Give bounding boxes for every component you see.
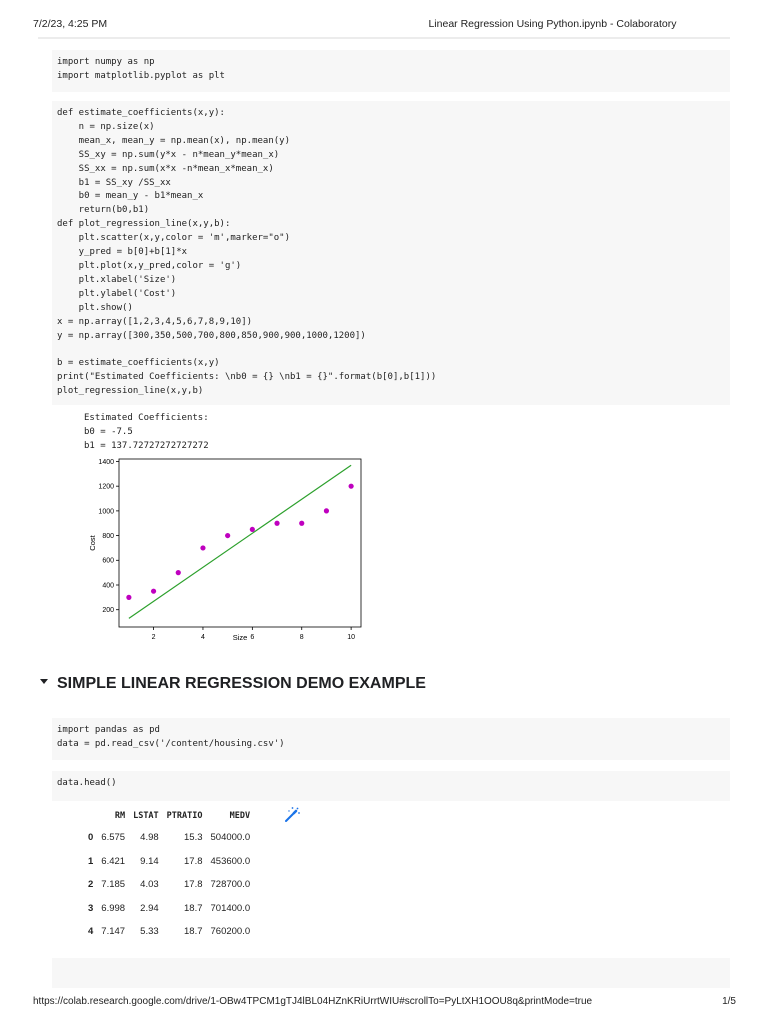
cell-lstat: 2.94	[140, 902, 159, 914]
code-cell-head[interactable]	[52, 771, 730, 801]
cell-ptratio: 17.8	[184, 879, 203, 891]
cell-lstat: 5.33	[140, 926, 159, 938]
x-tick-label: 4	[201, 634, 205, 641]
cell-rm: 7.147	[101, 926, 126, 938]
code-cell-imports[interactable]	[52, 50, 730, 92]
scatter-point	[225, 533, 230, 538]
header-divider	[38, 37, 730, 39]
row-index: 2	[88, 879, 94, 891]
y-tick-label: 1200	[98, 483, 114, 491]
cell-lstat: 4.03	[140, 879, 159, 891]
scatter-point	[349, 484, 354, 489]
y-tick-label: 1400	[98, 458, 114, 466]
code-cell-regression[interactable]	[52, 101, 730, 405]
row-index: 0	[88, 832, 94, 844]
chart-ylabel: Cost	[88, 535, 97, 551]
regression-chart	[84, 454, 374, 646]
scatter-point	[324, 508, 329, 513]
column-header-lstat: LSTAT	[133, 811, 159, 821]
print-timestamp: 7/2/23, 4:25 PM	[33, 18, 108, 30]
cell-lstat: 4.98	[140, 832, 159, 844]
column-header-index	[84, 806, 97, 826]
cell-rm: 6.575	[101, 832, 126, 844]
cell-medv: 760200.0	[210, 926, 251, 938]
cell-ptratio: 18.7	[184, 902, 203, 914]
row-index: 3	[88, 902, 94, 914]
code-text: import numpy as np import matplotlib.pyplot as plt	[57, 57, 225, 81]
column-header-ptratio: PTRATIO	[166, 811, 203, 821]
cell-medv: 701400.0	[210, 902, 251, 914]
cell-ptratio: 15.3	[184, 832, 203, 844]
scatter-point	[126, 595, 131, 600]
section-title: SIMPLE LINEAR REGRESSION DEMO EXAMPLE	[57, 675, 426, 692]
code-cell-next[interactable]	[52, 958, 730, 988]
table-row	[84, 897, 254, 921]
print-header	[0, 0, 768, 36]
code-cell-read-csv[interactable]	[52, 718, 730, 760]
chart-plot-area	[119, 459, 361, 627]
x-tick-label: 2	[151, 634, 156, 641]
cell-medv: 453600.0	[210, 855, 251, 867]
table-row	[84, 873, 254, 897]
code-text: import pandas as pd data = pd.read_csv('/content/housing.csv')	[57, 725, 285, 749]
print-title: Linear Regression Using Python.ipynb - Colaboratory	[428, 18, 677, 30]
print-url: https://colab.research.google.com/drive/1-OBw4TPCM1gTJ4lBL04HZnKRiUrrtWIU#scrollTo=PyLtXH1OOU8q&printMode=true	[33, 996, 593, 1007]
page-number: 1/5	[722, 996, 736, 1007]
y-tick-label: 1000	[98, 508, 114, 516]
y-tick-label: 200	[102, 607, 114, 615]
scatter-point	[250, 527, 255, 532]
row-index: 1	[88, 855, 94, 867]
dataframe-table	[84, 806, 254, 944]
y-tick-label: 800	[102, 532, 114, 540]
column-header-medv: MEDV	[229, 811, 251, 821]
table-row	[84, 826, 254, 850]
y-tick-label: 400	[102, 582, 114, 590]
scatter-point	[151, 589, 156, 594]
cell-rm: 6.421	[101, 855, 126, 867]
cell-ptratio: 18.7	[184, 926, 203, 938]
column-header-rm: RM	[114, 811, 126, 821]
cell-output-text: Estimated Coefficients: b0 = -7.5 b1 = 137.72727272727272	[84, 413, 209, 451]
cell-lstat: 9.14	[140, 855, 159, 867]
row-index: 4	[88, 926, 94, 938]
cell-rm: 6.998	[101, 902, 126, 914]
scatter-point	[299, 521, 304, 526]
scatter-point	[176, 570, 181, 575]
cell-rm: 7.185	[101, 879, 126, 891]
scatter-point	[200, 545, 205, 550]
table-row	[84, 920, 254, 944]
table-header-row	[84, 806, 254, 826]
x-tick-label: 8	[299, 634, 304, 641]
collapse-caret-icon[interactable]	[40, 679, 48, 684]
table-row	[84, 850, 254, 874]
chart-xlabel: Size	[232, 633, 248, 642]
cell-medv: 728700.0	[210, 879, 251, 891]
y-tick-label: 600	[102, 557, 114, 565]
magic-wand-icon[interactable]	[283, 806, 301, 829]
x-tick-label: 6	[250, 634, 255, 641]
code-text: def estimate_coefficients(x,y): n = np.size(x) mean_x, mean_y = np.mean(x), np.mean(y) SS_xy = np.sum(y*x - n*mean_y*mean_x) SS_xx = np.sum(x*x -n*mean_x*mean_x) b1 = SS_xy /SS_xx b0 = mean_y - b1*mean_x return(b0,b1) def plot_regression_line(x,y,b): plt.scatter(x,y,color = 'm',marker="o") y_pred = b[0]+b[1]*x plt.plot(x,y_pred,color = 'g') plt.xlabel('Size') plt.ylabel('Cost') plt.show() x = np.array([1,2,3,4,5,6,7,8,9,10]) y = np.array([300,350,500,700,800,850,900,900,1000,1200]) b = estimate_coefficients(x,y) print("Estimated Coefficients: \nb0 = {} \nb1 = {}".format(b[0],b[1])) plot_regression_line(x,y,b)	[57, 108, 437, 397]
cell-ptratio: 17.8	[184, 855, 203, 867]
code-text: data.head()	[57, 778, 117, 788]
x-tick-label: 10	[347, 634, 356, 641]
section-heading[interactable]	[40, 675, 426, 693]
scatter-point	[274, 521, 279, 526]
cell-medv: 504000.0	[210, 832, 251, 844]
